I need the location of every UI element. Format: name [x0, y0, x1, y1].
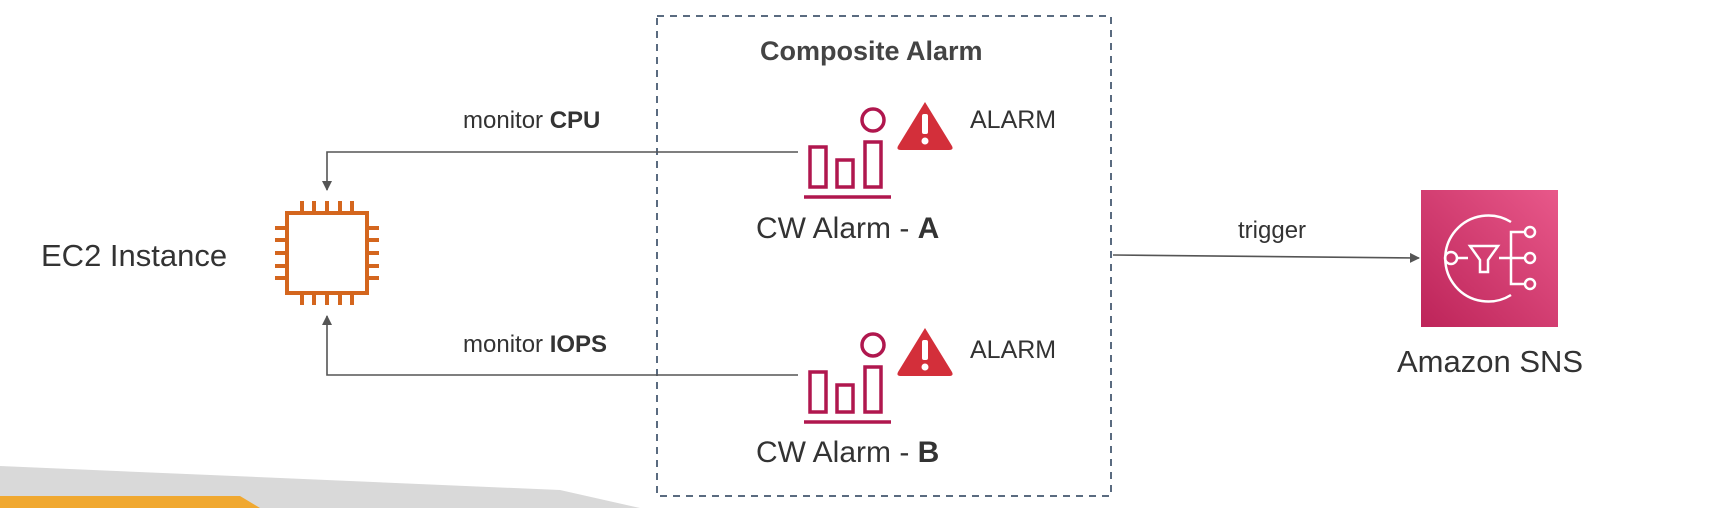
footer-decoration	[0, 466, 640, 508]
warning-b-icon	[897, 328, 952, 376]
composite-alarm-box	[657, 16, 1111, 496]
cw-alarm-a-label	[756, 212, 939, 246]
alarm-a-status: ALARM	[970, 106, 1057, 134]
monitor-iops-prefix: monitor	[463, 331, 550, 358]
monitor-iops-metric: IOPS	[549, 331, 608, 358]
cw-alarm-b-prefix: CW Alarm -	[756, 436, 918, 469]
cw-alarm-a-icon	[804, 109, 891, 197]
warning-a-icon	[897, 102, 952, 150]
cw-alarm-b-label	[756, 436, 939, 470]
composite-alarm-title: Composite Alarm	[760, 36, 983, 66]
trigger-label: trigger	[1238, 217, 1307, 244]
ec2-chip-icon	[275, 201, 379, 305]
monitor-cpu-metric: CPU	[549, 107, 601, 134]
monitor-cpu-prefix: monitor	[463, 107, 550, 134]
cw-alarm-a-prefix: CW Alarm -	[756, 212, 918, 245]
sns-topic-icon	[1421, 190, 1558, 327]
alarm-b-status: ALARM	[970, 336, 1057, 364]
connector-trigger	[1113, 255, 1419, 258]
amazon-sns-label: Amazon SNS	[1397, 344, 1584, 379]
cw-alarm-b-icon	[804, 334, 891, 422]
cw-alarm-a-letter: A	[917, 212, 940, 245]
cw-alarm-b-letter: B	[917, 436, 940, 469]
connector-cpu	[327, 152, 798, 190]
monitor-cpu-label	[463, 107, 600, 135]
monitor-iops-label	[463, 331, 607, 359]
ec2-instance-label: EC2 Instance	[41, 238, 228, 273]
